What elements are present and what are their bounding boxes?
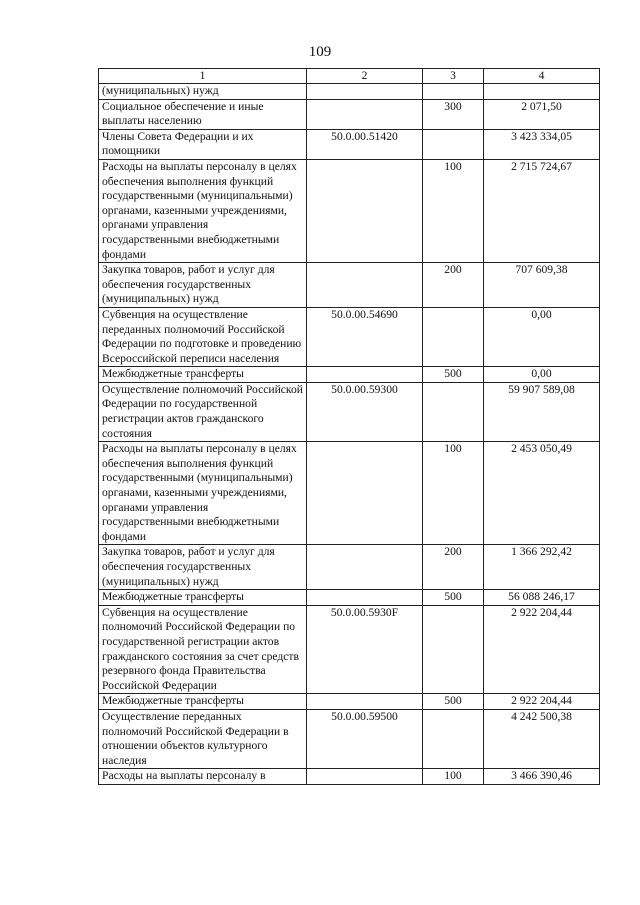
row-name-cell: Межбюджетные трансферты: [99, 694, 307, 710]
row-sum-cell: 2 922 204,44: [484, 694, 600, 710]
row-type-cell: 500: [423, 367, 484, 383]
table-row: [99, 694, 600, 710]
row-name-cell: Расходы на выплаты персоналу в целях обеспечения выполнения функций государственными (муниципальными) органами, казенными учреждениями, органами управления государственными внебюджетными фондами: [99, 442, 307, 545]
row-type-cell: 100: [423, 442, 484, 545]
row-code-cell: [307, 769, 423, 785]
row-name-cell: Субвенция на осуществление переданных полномочий Российской Федерации по подготовке и проведению Всероссийской переписи населения: [99, 307, 307, 366]
table-row: [99, 590, 600, 606]
row-code-cell: 50.0.00.54690: [307, 307, 423, 366]
row-name-cell: Межбюджетные трансферты: [99, 590, 307, 606]
row-code-cell: [307, 159, 423, 262]
table-row: [99, 307, 600, 366]
row-type-cell: [423, 605, 484, 694]
row-sum-cell: 0,00: [484, 307, 600, 366]
row-code-cell: [307, 590, 423, 606]
row-name-cell: Расходы на выплаты персоналу в целях обеспечения выполнения функций государственными (муниципальными) органами, казенными учреждениями, органами управления государственными внебюджетными фондами: [99, 159, 307, 262]
row-type-cell: [423, 307, 484, 366]
table-row: [99, 99, 600, 129]
row-type-cell: 100: [423, 159, 484, 262]
row-code-cell: [307, 367, 423, 383]
row-type-cell: 500: [423, 590, 484, 606]
row-code-cell: [307, 442, 423, 545]
row-sum-cell: 2 071,50: [484, 99, 600, 129]
row-code-cell: [307, 263, 423, 308]
row-sum-cell: 0,00: [484, 367, 600, 383]
row-name-cell: Расходы на выплаты персоналу в: [99, 769, 307, 785]
row-sum-cell: 707 609,38: [484, 263, 600, 308]
row-name-cell: Межбюджетные трансферты: [99, 367, 307, 383]
table-row: [99, 129, 600, 159]
row-name-cell: Закупка товаров, работ и услуг для обеспечения государственных (муниципальных) нужд: [99, 545, 307, 590]
row-sum-cell: 3 423 334,05: [484, 129, 600, 159]
row-code-cell: [307, 84, 423, 100]
row-type-cell: [423, 709, 484, 768]
row-code-cell: [307, 99, 423, 129]
row-code-cell: 50.0.00.51420: [307, 129, 423, 159]
row-sum-cell: 3 466 390,46: [484, 769, 600, 785]
table-row: [99, 605, 600, 694]
row-code-cell: 50.0.00.59500: [307, 709, 423, 768]
row-type-cell: 200: [423, 263, 484, 308]
row-code-cell: [307, 545, 423, 590]
row-sum-cell: 2 922 204,44: [484, 605, 600, 694]
table-row: [99, 382, 600, 441]
table-row: [99, 84, 600, 100]
row-code-cell: 50.0.00.59300: [307, 382, 423, 441]
row-sum-cell: 56 088 246,17: [484, 590, 600, 606]
row-type-cell: 300: [423, 99, 484, 129]
row-name-cell: Социальное обеспечение и иные выплаты населению: [99, 99, 307, 129]
row-type-cell: [423, 84, 484, 100]
row-sum-cell: 2 453 050,49: [484, 442, 600, 545]
table-row: [99, 367, 600, 383]
row-sum-cell: 59 907 589,08: [484, 382, 600, 441]
page-number: 109: [308, 44, 332, 60]
table-row: [99, 442, 600, 545]
row-name-cell: Закупка товаров, работ и услуг для обеспечения государственных (муниципальных) нужд: [99, 263, 307, 308]
row-type-cell: [423, 129, 484, 159]
budget-table: [98, 68, 600, 785]
row-sum-cell: 1 366 292,42: [484, 545, 600, 590]
table-body: [99, 84, 600, 785]
row-type-cell: 500: [423, 694, 484, 710]
column-header-4: 4: [484, 69, 600, 84]
row-type-cell: 200: [423, 545, 484, 590]
row-name-cell: (муниципальных) нужд: [99, 84, 307, 100]
column-header-1: 1: [99, 69, 307, 84]
table-header-row: [99, 69, 600, 84]
table-row: [99, 545, 600, 590]
table-row: [99, 709, 600, 768]
table-row: [99, 769, 600, 785]
column-header-2: 2: [307, 69, 423, 84]
row-sum-cell: [484, 84, 600, 100]
row-sum-cell: 4 242 500,38: [484, 709, 600, 768]
row-name-cell: Субвенция на осуществление полномочий Российской Федерации по государственной регистрации актов гражданского состояния за счет средств резервного фонда Правительства Российской Федерации: [99, 605, 307, 694]
row-name-cell: Осуществление полномочий Российской Федерации по государственной регистрации актов гражданского состояния: [99, 382, 307, 441]
column-header-3: 3: [423, 69, 484, 84]
row-sum-cell: 2 715 724,67: [484, 159, 600, 262]
row-type-cell: 100: [423, 769, 484, 785]
table-row: [99, 159, 600, 262]
row-type-cell: [423, 382, 484, 441]
row-code-cell: [307, 694, 423, 710]
table-row: [99, 263, 600, 308]
row-name-cell: Члены Совета Федерации и их помощники: [99, 129, 307, 159]
row-name-cell: Осуществление переданных полномочий Российской Федерации в отношении объектов культурного наследия: [99, 709, 307, 768]
row-code-cell: 50.0.00.5930F: [307, 605, 423, 694]
